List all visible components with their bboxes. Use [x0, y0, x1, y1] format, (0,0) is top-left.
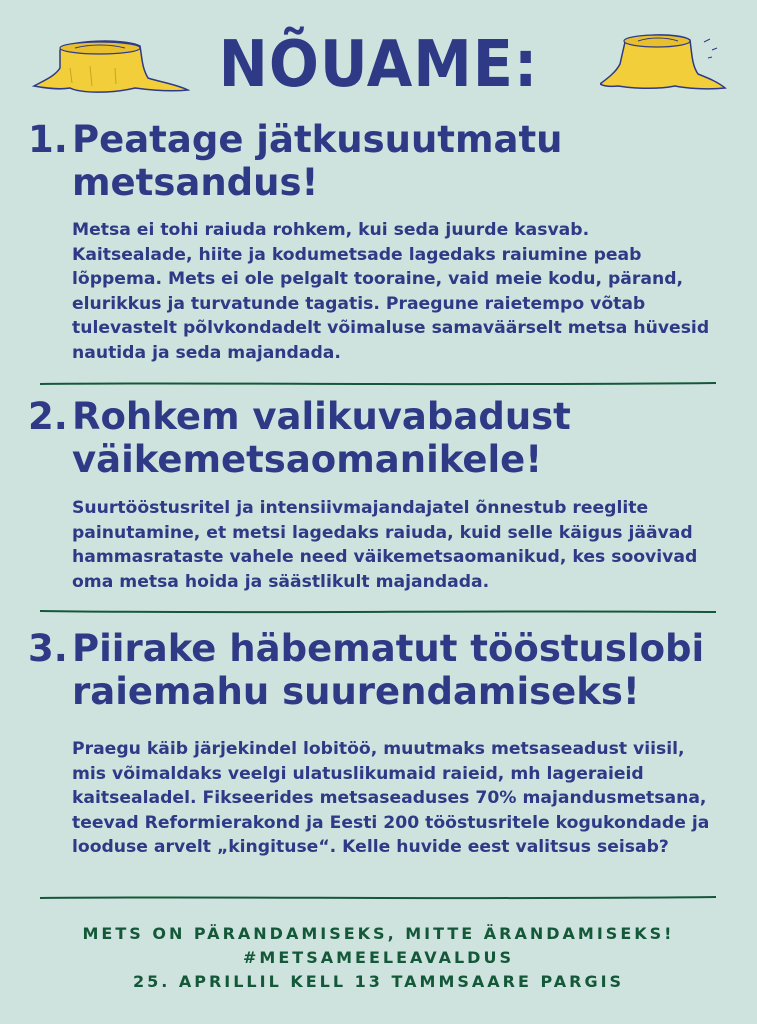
divider [40, 895, 716, 901]
demand-heading [28, 118, 563, 204]
demand-heading-line2: metsandus! [72, 161, 319, 204]
demand-heading [28, 627, 704, 713]
footer-hashtag: #METSAMEELEAVALDUS [243, 948, 514, 967]
demand-number: 1. [28, 118, 68, 161]
demand-number: 3. [28, 627, 68, 670]
footer-event-info: 25. APRILLIL KELL 13 TAMMSAARE PARGIS [132, 972, 625, 991]
demand-body: Suurtööstusritel ja intensiivmajandajatel õnnestub reeglite painutamine, et metsi lagedaks raiuda, kuid selle käigus jäävad hammasrataste vahele need väikemetsaomanikud, kes soovivad oma metsa hoida ja säästlikult majandada. [72, 498, 698, 592]
page-title: NÕUAME: [218, 28, 539, 102]
divider [40, 381, 716, 387]
demand-heading-line1: Rohkem valikuvabadust [72, 395, 571, 438]
demand-heading-line1: Peatage jätkusuutmatu [72, 118, 563, 161]
demand-body: Metsa ei tohi raiuda rohkem, kui seda juurde kasvab. Kaitsealade, hiite ja kodumetsade lagedaks raiumine peab lõppema. Mets ei ole pelgalt tooraine, vaid meie kodu, pärand, elurikkus ja turvatunde tagatis. Praegune raietempo võtab tulevastelt põlvkondadelt võimaluse samaväärselt metsa hüvesid nautida ja seda majandada. [72, 220, 710, 363]
demand-heading-line2: raiemahu suurendamiseks! [72, 670, 640, 713]
demand-heading [28, 395, 571, 481]
footer [0, 922, 757, 994]
demand-heading-line2: väikemetsaomanikele! [72, 438, 543, 481]
demand-number: 2. [28, 395, 68, 438]
divider [40, 609, 716, 615]
demand-heading-line1: Piirake häbematut tööstuslobi [72, 627, 705, 670]
footer-slogan: METS ON PÄRANDAMISEKS, MITTE ÄRANDAMISEKS! [82, 924, 675, 943]
demand-body: Praegu käib järjekindel lobitöö, muutmaks metsaseadust viisil, mis võimaldaks veelgi ulatuslikumaid raieid, mh lageraieid kaitsealadel. Fikseerides metsaseaduses 70% majandusmetsana, teevad Reformierakond ja Eesti 200 tööstusritele kogukondade ja looduse arvelt „kingituse“. Kelle huvide eest valitsus seisab? [72, 739, 710, 857]
